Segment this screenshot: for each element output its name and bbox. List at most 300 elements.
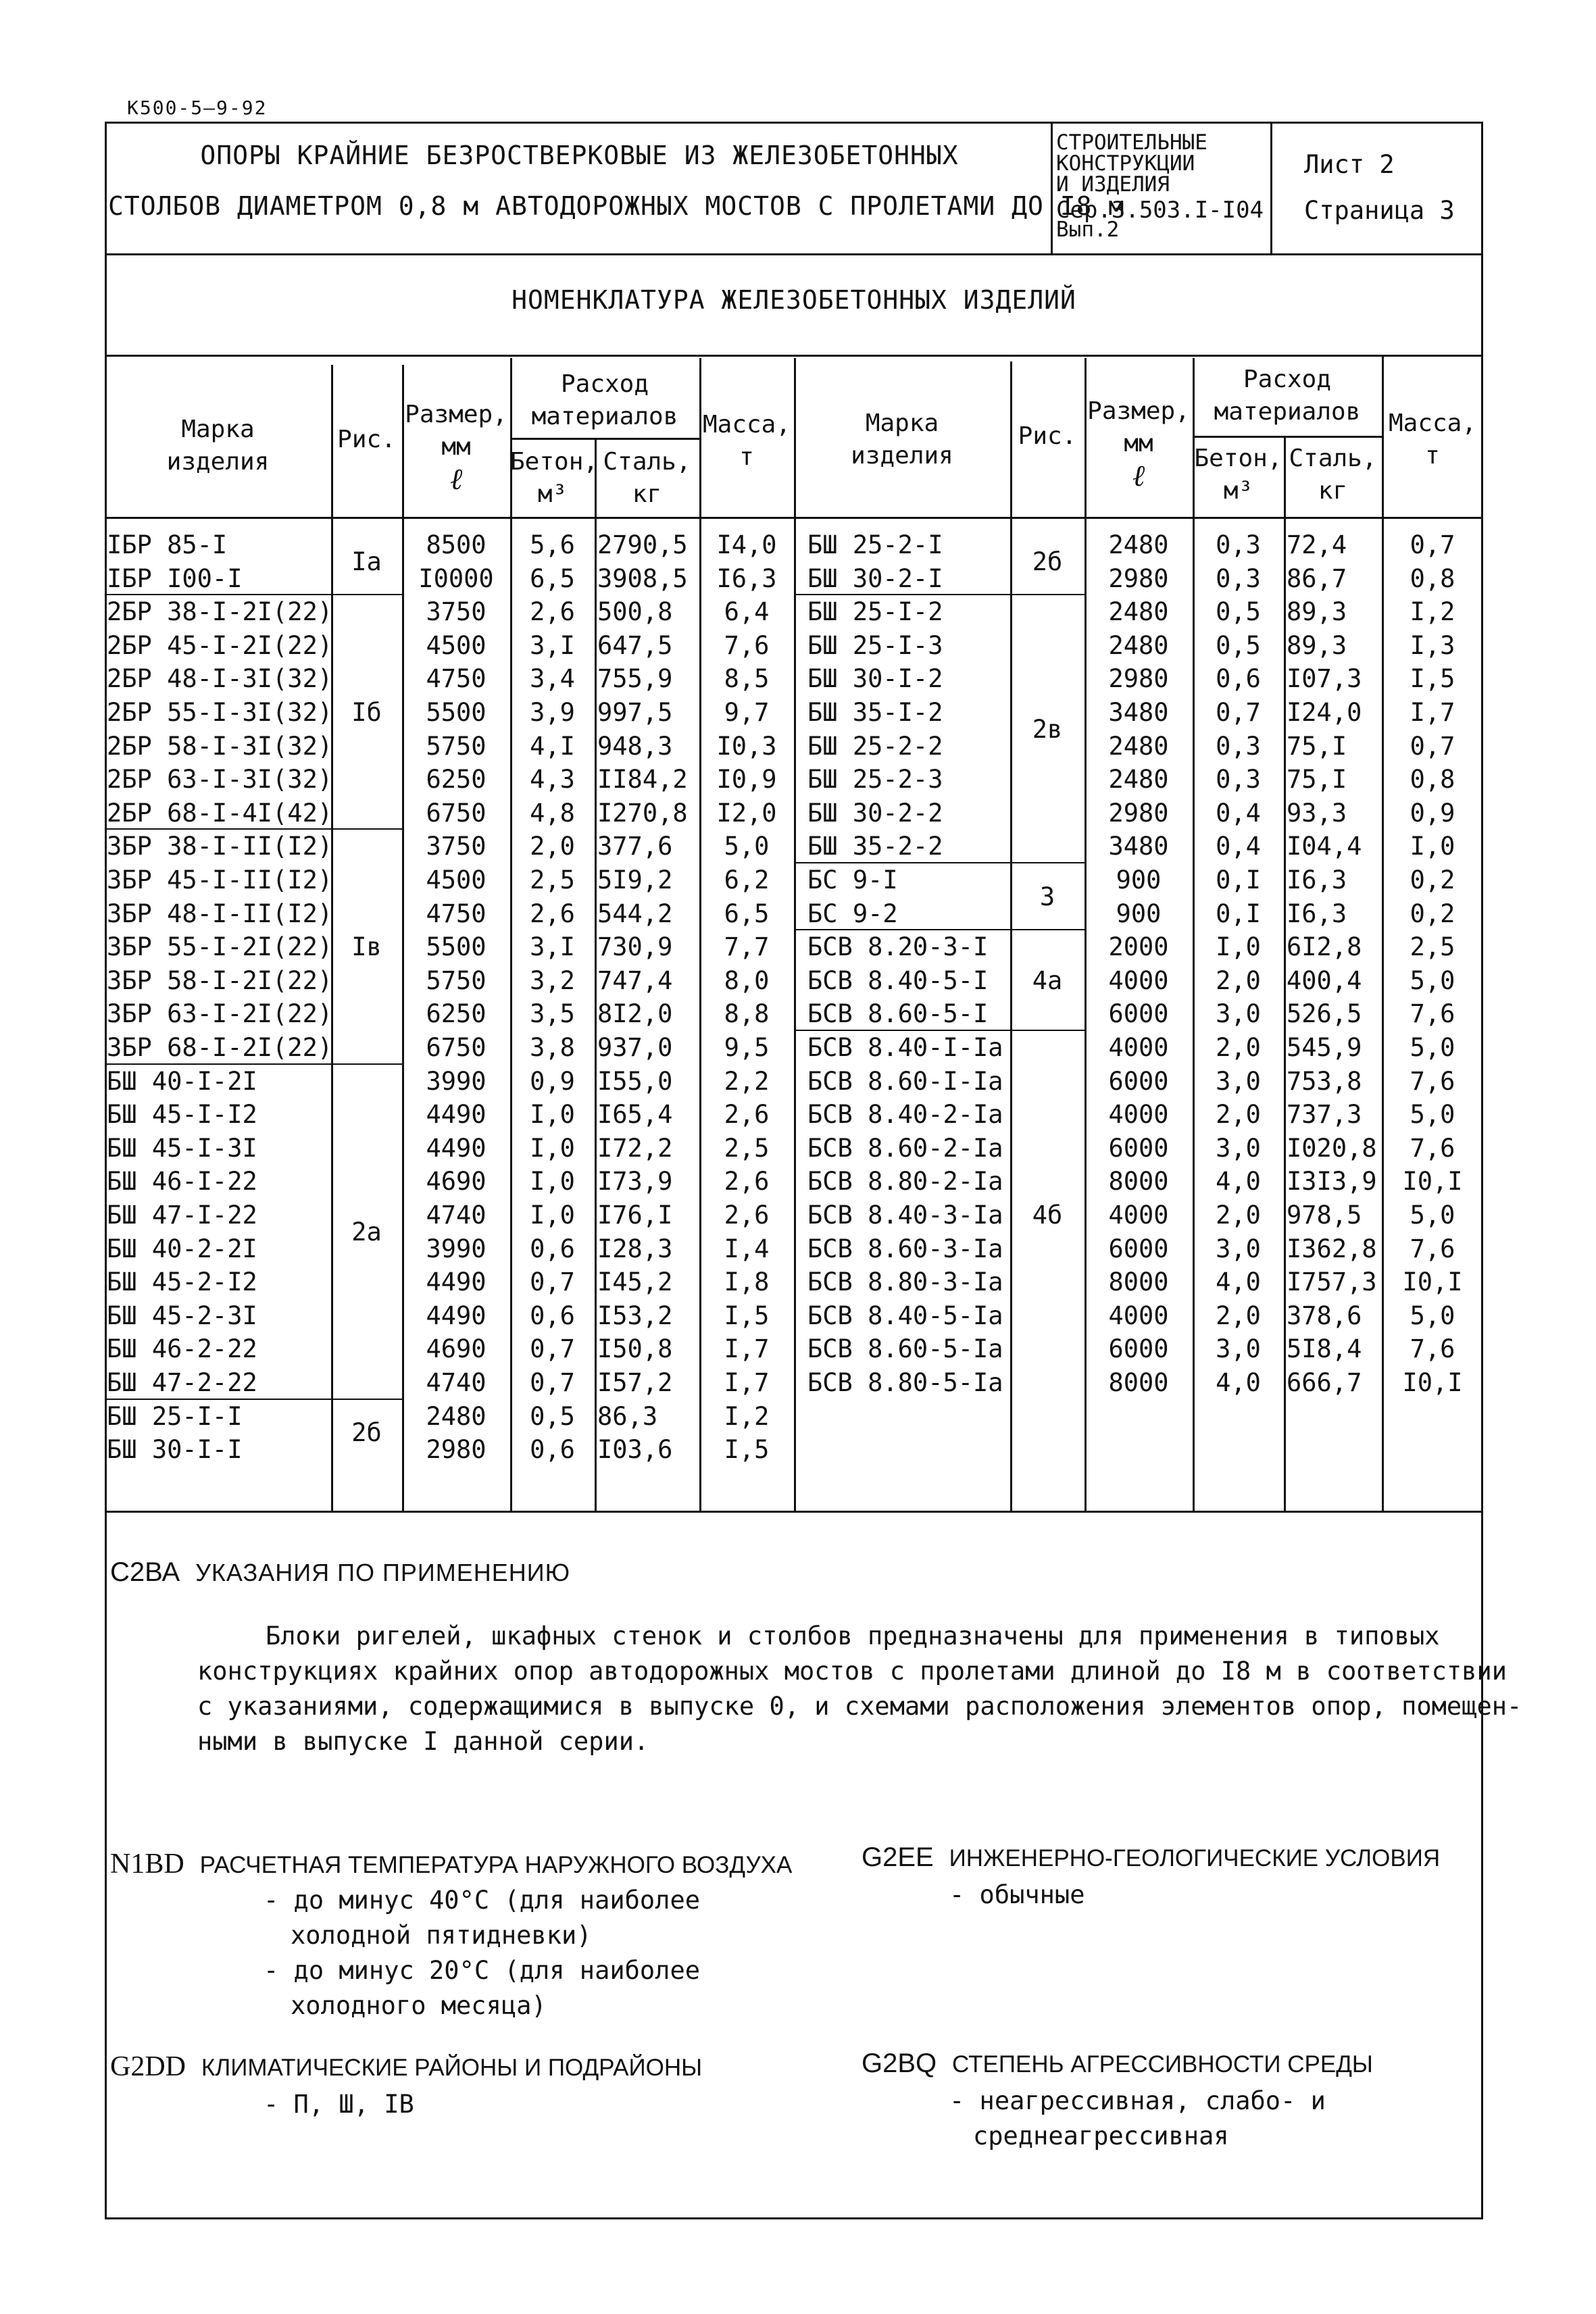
left-concrete-cell: 4,3 xyxy=(530,765,575,795)
left-mass-cell: 8,0 xyxy=(724,965,770,995)
left-mass-cell: 9,7 xyxy=(724,698,770,727)
left-steel-cell: I55,0 xyxy=(597,1066,673,1096)
right-steel-cell: 6I2,8 xyxy=(1287,932,1362,962)
right-size-cell: 4000 xyxy=(1108,1033,1169,1062)
col-concrete-l1: Бетон, xyxy=(510,448,599,476)
left-size-cell: 4690 xyxy=(426,1167,487,1197)
left-steel-cell: 747,4 xyxy=(597,965,673,995)
col-mass-header xyxy=(699,409,794,474)
left-steel-cell: 948,3 xyxy=(597,731,673,761)
left-concrete-cell: 3,I xyxy=(530,630,575,660)
right-size-cell: 8000 xyxy=(1108,1368,1169,1397)
right-concrete-cell: 0,3 xyxy=(1216,765,1261,795)
right-concrete-cell: 4,0 xyxy=(1216,1267,1261,1297)
right-concrete-cell: 3,0 xyxy=(1216,1334,1261,1364)
right-consumption-rule xyxy=(1193,436,1382,438)
right-steel-cell: 378,6 xyxy=(1287,1301,1362,1330)
right-concrete-cell: 2,0 xyxy=(1216,1301,1261,1330)
left-mass-cell: I4,0 xyxy=(716,530,777,559)
left-steel-cell: I270,8 xyxy=(597,798,688,828)
right-size-cell: 6000 xyxy=(1108,1133,1169,1163)
usage-title: УКАЗАНИЯ ПО ПРИМЕНЕНИЮ xyxy=(195,1559,571,1586)
right-concrete-cell: 2,0 xyxy=(1216,1201,1261,1230)
left-size-cell: 6750 xyxy=(426,1033,487,1062)
header-title-line2: СТОЛБОВ ДИАМЕТРОМ 0,8 м АВТОДОРОЖНЫХ МОСТОВ С ПРОЛЕТАМИ ДО I8 м xyxy=(108,191,1125,221)
right-steel-cell: 93,3 xyxy=(1287,798,1347,828)
temperature-line1: - до минус 40°С (для наиболее xyxy=(264,1886,701,1915)
right-steel-cell: 978,5 xyxy=(1287,1201,1362,1230)
right-steel-cell: 5I8,4 xyxy=(1287,1334,1362,1364)
left-size-cell: 3990 xyxy=(426,1066,487,1096)
right-mass-cell: 0,7 xyxy=(1410,530,1455,559)
left-steel-cell: 755,9 xyxy=(597,664,673,694)
usage-line4: ными в выпуске I данной серии. xyxy=(197,1727,649,1756)
temperature-title: РАСЧЕТНАЯ ТЕМПЕРАТУРА НАРУЖНОГО ВОЗДУХА xyxy=(199,1852,793,1878)
right-mass-cell: 7,6 xyxy=(1410,1133,1455,1163)
left-size-cell: 5750 xyxy=(426,965,487,995)
right-mark-cell: БСВ 8.60-5-I xyxy=(807,999,989,1029)
left-size-cell: 4490 xyxy=(426,1133,487,1163)
table-bottom-rule xyxy=(105,1511,1483,1513)
left-mark-cell: 3БР 55-I-2I(22) xyxy=(107,932,333,962)
left-concrete-cell: 3,9 xyxy=(530,698,575,727)
col-mark-l1: Марка xyxy=(865,409,939,437)
left-concrete-cell: 3,I xyxy=(530,932,575,962)
right-mark-cell: БСВ 8.80-5-Iа xyxy=(807,1368,1003,1397)
right-steel-cell: 86,7 xyxy=(1287,563,1347,593)
right-concrete-cell: 0,4 xyxy=(1216,798,1261,828)
col-mark-l2: изделия xyxy=(851,442,953,470)
left-size-cell: 4690 xyxy=(426,1334,487,1364)
right-concrete-cell: 0,4 xyxy=(1216,832,1261,861)
right-steel-cell: 75,I xyxy=(1287,765,1347,795)
right-mass-cell: I,2 xyxy=(1410,597,1455,627)
right-mass-cell: 5,0 xyxy=(1410,1033,1455,1062)
left-steel-cell: I53,2 xyxy=(597,1301,673,1330)
left-concrete-cell: 2,5 xyxy=(530,865,575,895)
right-size-cell: 900 xyxy=(1116,865,1162,895)
left-steel-cell: 997,5 xyxy=(597,698,673,727)
col-size-l2: мм xyxy=(441,433,471,461)
header-title-line1: ОПОРЫ КРАЙНИЕ БЕЗРОСТВЕРКОВЫЕ ИЗ ЖЕЛЕЗОБЕТОННЫХ xyxy=(200,141,959,170)
right-mark-cell: БШ 25-I-2 xyxy=(807,597,943,627)
right-fig-cell: 4б xyxy=(1032,1201,1063,1230)
right-concrete-cell: 3,0 xyxy=(1216,1066,1261,1096)
left-steel-cell: 86,3 xyxy=(597,1401,658,1431)
left-size-cell: 5750 xyxy=(426,731,487,761)
right-size-cell: 2480 xyxy=(1108,530,1169,559)
right-mark-cell: БШ 30-2-I xyxy=(807,563,943,593)
right-mark-cell: БСВ 8.40-2-Iа xyxy=(807,1100,1003,1130)
aggression-code: G2BQ xyxy=(862,2048,937,2078)
right-group-separator xyxy=(794,594,1084,595)
left-mark-cell: БШ 30-I-I xyxy=(107,1435,243,1465)
left-mass-cell: 6,5 xyxy=(724,899,770,928)
left-concrete-cell: 0,9 xyxy=(530,1066,575,1096)
left-size-cell: 3990 xyxy=(426,1234,487,1263)
left-size-cell: 5500 xyxy=(426,932,487,962)
left-mass-cell: 7,6 xyxy=(724,630,770,660)
right-mark-cell: БСВ 8.60-2-Iа xyxy=(807,1133,1003,1163)
right-size-cell: 2480 xyxy=(1108,765,1169,795)
left-concrete-cell: 6,5 xyxy=(530,563,575,593)
left-mark-cell: БШ 47-I-22 xyxy=(107,1201,257,1230)
col-consumption-l1: Расход xyxy=(560,370,649,398)
header-bottom-rule xyxy=(105,253,1483,255)
right-steel-cell: 753,8 xyxy=(1287,1066,1362,1096)
right-concrete-cell: 0,3 xyxy=(1216,731,1261,761)
geology-title: ИНЖЕНЕРНО-ГЕОЛОГИЧЕСКИЕ УСЛОВИЯ xyxy=(949,1845,1441,1871)
right-mass-cell: 0,2 xyxy=(1410,865,1455,895)
col-consumption-l2: материалов xyxy=(531,403,678,430)
col-fig-header: Рис. xyxy=(337,426,396,453)
left-size-cell: 4490 xyxy=(426,1100,487,1130)
right-concrete-cell: 4,0 xyxy=(1216,1167,1261,1197)
geology-line1: - обычные xyxy=(949,1880,1085,1909)
left-size-cell: I0000 xyxy=(418,563,494,593)
left-mark-cell: 3БР 58-I-2I(22) xyxy=(107,965,333,995)
right-concrete-cell: 2,0 xyxy=(1216,1100,1261,1130)
right-concrete-cell: 0,5 xyxy=(1216,597,1261,627)
left-mass-cell: I,5 xyxy=(724,1301,770,1330)
col-consumption-l2: материалов xyxy=(1214,398,1361,426)
right-size-cell: 6000 xyxy=(1108,1334,1169,1364)
left-size-cell: 6750 xyxy=(426,798,487,828)
col-concrete-l2: м³ xyxy=(1223,477,1253,505)
right-concrete-cell: 0,I xyxy=(1216,865,1261,895)
climate-heading xyxy=(110,2051,702,2083)
right-mark-cell: БС 9-I xyxy=(807,865,898,895)
right-mass-cell: 0,8 xyxy=(1410,765,1455,795)
right-mass-cell: 2,5 xyxy=(1410,932,1455,962)
right-steel-cell: 72,4 xyxy=(1287,530,1347,559)
left-concrete-cell: 2,0 xyxy=(530,832,575,861)
right-steel-cell: 666,7 xyxy=(1287,1368,1362,1397)
right-steel-cell: I6,3 xyxy=(1287,899,1347,928)
col-size-l1: Размер, xyxy=(1087,397,1190,425)
left-mark-cell: БШ 45-2-3I xyxy=(107,1301,257,1330)
right-mark-cell: БШ 25-2-I xyxy=(807,530,943,559)
right-mass-cell: 5,0 xyxy=(1410,1201,1455,1230)
left-mark-cell: 2БР 48-I-3I(32) xyxy=(107,664,333,694)
left-concrete-cell: I,0 xyxy=(530,1133,575,1163)
col-size-header-right xyxy=(1084,395,1193,493)
left-mark-cell: 2БР 45-I-2I(22) xyxy=(107,630,333,660)
aggression-line2: среднеагрессивная xyxy=(973,2121,1229,2150)
col-steel-header-right xyxy=(1284,443,1382,507)
left-mass-cell: 2,6 xyxy=(724,1201,770,1230)
left-fig-cell: Iб xyxy=(351,698,382,727)
col-steel-l1: Сталь, xyxy=(1289,445,1377,472)
col-mark-l1: Марка xyxy=(181,416,255,443)
right-mass-cell: 0,8 xyxy=(1410,563,1455,593)
left-size-cell: 3750 xyxy=(426,832,487,861)
right-mass-cell: I,0 xyxy=(1410,832,1455,861)
left-concrete-cell: 4,I xyxy=(530,731,575,761)
right-concrete-cell: 3,0 xyxy=(1216,999,1261,1029)
left-size-cell: 4740 xyxy=(426,1368,487,1397)
right-steel-cell: I07,3 xyxy=(1287,664,1362,694)
geology-code: G2EE xyxy=(862,1842,934,1872)
right-steel-cell: I362,8 xyxy=(1287,1234,1377,1263)
right-steel-cell: I3I3,9 xyxy=(1287,1167,1377,1197)
right-mark-cell: БСВ 8.60-5-Iа xyxy=(807,1334,1003,1364)
col-mass-l2: т xyxy=(739,443,754,471)
right-mark-cell: БШ 35-I-2 xyxy=(807,698,943,727)
right-mark-cell: БСВ 8.80-2-Iа xyxy=(807,1167,1003,1197)
left-fig-cell: 2а xyxy=(351,1217,382,1247)
left-concrete-cell: 0,6 xyxy=(530,1301,575,1330)
col-line xyxy=(1010,361,1012,1512)
col-size-l3: ℓ xyxy=(1132,459,1145,493)
left-steel-cell: 5I9,2 xyxy=(597,865,673,895)
right-concrete-cell: I,0 xyxy=(1216,932,1261,962)
right-group-separator xyxy=(794,929,1084,930)
usage-line1: Блоки ригелей, шкафных стенок и столбов предназначены для применения в типовых xyxy=(266,1621,1440,1651)
col-mass-l1: Масса, xyxy=(1388,409,1477,437)
right-mark-cell: БСВ 8.40-3-Iа xyxy=(807,1201,1003,1230)
col-concrete-l2: м³ xyxy=(537,480,568,508)
table-top-rule xyxy=(105,355,1483,357)
col-steel-l2: кг xyxy=(632,480,662,508)
right-concrete-cell: 3,0 xyxy=(1216,1133,1261,1163)
right-fig-cell: 3 xyxy=(1039,882,1055,911)
col-mass-l1: Масса, xyxy=(702,411,791,438)
right-mass-cell: I0,I xyxy=(1402,1368,1463,1397)
right-group-separator xyxy=(794,862,1084,863)
left-steel-cell: I50,8 xyxy=(597,1334,673,1364)
climate-code: G2DD xyxy=(110,2051,186,2082)
temperature-line3: - до минус 20°С (для наиболее xyxy=(264,1956,701,1985)
left-concrete-cell: 0,7 xyxy=(530,1267,575,1297)
right-size-cell: 2480 xyxy=(1108,731,1169,761)
left-concrete-cell: I,0 xyxy=(530,1100,575,1130)
right-mark-cell: БСВ 8.60-3-Iа xyxy=(807,1234,1003,1263)
left-size-cell: 3750 xyxy=(426,597,487,627)
right-concrete-cell: 0,3 xyxy=(1216,530,1261,559)
left-group-separator xyxy=(105,1399,402,1400)
aggression-title: СТЕПЕНЬ АГРЕССИВНОСТИ СРЕДЫ xyxy=(952,2051,1373,2078)
left-mass-cell: I,2 xyxy=(724,1401,770,1431)
right-mass-cell: I,7 xyxy=(1410,698,1455,727)
left-concrete-cell: 0,7 xyxy=(530,1368,575,1397)
right-size-cell: 8000 xyxy=(1108,1167,1169,1197)
col-size-l2: мм xyxy=(1124,430,1153,457)
right-mark-cell: БСВ 8.80-3-Iа xyxy=(807,1267,1003,1297)
left-concrete-cell: I,0 xyxy=(530,1167,575,1197)
left-size-cell: 4490 xyxy=(426,1267,487,1297)
right-mark-cell: БШ 30-I-2 xyxy=(807,664,943,694)
right-size-cell: 2480 xyxy=(1108,597,1169,627)
left-size-cell: 4500 xyxy=(426,630,487,660)
right-size-cell: 4000 xyxy=(1108,1301,1169,1330)
col-concrete-header-right xyxy=(1193,443,1284,507)
left-mark-cell: 2БР 55-I-3I(32) xyxy=(107,698,333,727)
left-mark-cell: 2БР 63-I-3I(32) xyxy=(107,765,333,795)
left-mass-cell: I6,3 xyxy=(716,563,777,593)
left-mass-cell: I,8 xyxy=(724,1267,770,1297)
left-steel-cell: I28,3 xyxy=(597,1234,673,1263)
left-concrete-cell: 0,6 xyxy=(530,1435,575,1465)
left-fig-cell: Iв xyxy=(351,932,382,962)
right-steel-cell: 89,3 xyxy=(1287,630,1347,660)
right-size-cell: 900 xyxy=(1116,899,1162,928)
left-steel-cell: I03,6 xyxy=(597,1435,673,1465)
right-mark-cell: БСВ 8.20-3-I xyxy=(807,932,989,962)
left-mass-cell: I,5 xyxy=(724,1435,770,1465)
col-consumption-l1: Расход xyxy=(1243,366,1332,393)
col-mark-l2: изделия xyxy=(166,448,270,476)
right-concrete-cell: 2,0 xyxy=(1216,965,1261,995)
left-steel-cell: 3908,5 xyxy=(597,563,688,593)
right-mass-cell: 7,6 xyxy=(1410,1334,1455,1364)
left-steel-cell: I45,2 xyxy=(597,1267,673,1297)
temperature-line4: холодного месяца) xyxy=(291,1991,547,2020)
left-mass-cell: I0,9 xyxy=(716,765,777,795)
left-mark-cell: IБР 85-I xyxy=(107,530,228,559)
right-fig-cell: 2в xyxy=(1032,714,1063,744)
left-mass-cell: 8,8 xyxy=(724,999,770,1029)
right-mass-cell: 5,0 xyxy=(1410,1301,1455,1330)
left-mass-cell: 2,2 xyxy=(724,1066,770,1096)
left-mass-cell: 2,6 xyxy=(724,1100,770,1130)
left-mass-cell: 6,2 xyxy=(724,865,770,895)
left-steel-cell: 647,5 xyxy=(597,630,673,660)
right-mass-cell: 0,7 xyxy=(1410,731,1455,761)
left-mass-cell: I0,3 xyxy=(716,731,777,761)
table-title: НОМЕНКЛАТУРА ЖЕЛЕЗОБЕТОННЫХ ИЗДЕЛИЙ xyxy=(512,285,1076,315)
left-group-separator xyxy=(105,828,402,830)
right-size-cell: 2980 xyxy=(1108,563,1169,593)
right-mark-cell: БСВ 8.40-5-I xyxy=(807,965,989,995)
left-concrete-cell: 2,6 xyxy=(530,597,575,627)
left-steel-cell: 8I2,0 xyxy=(597,999,673,1029)
right-concrete-cell: 2,0 xyxy=(1216,1033,1261,1062)
left-steel-cell: I57,2 xyxy=(597,1368,673,1397)
left-mark-cell: 2БР 38-I-2I(22) xyxy=(107,597,333,627)
left-size-cell: 5500 xyxy=(426,698,487,727)
left-consumption-rule xyxy=(510,438,699,440)
right-fig-cell: 4а xyxy=(1032,965,1063,995)
temperature-line2: холодной пятидневки) xyxy=(291,1921,592,1950)
left-size-cell: 6250 xyxy=(426,765,487,795)
right-group-separator xyxy=(794,1030,1084,1031)
series-issue: Вып.2 xyxy=(1056,218,1120,242)
right-size-cell: 4000 xyxy=(1108,965,1169,995)
right-size-cell: 6000 xyxy=(1108,1234,1169,1263)
right-mark-cell: БШ 25-2-3 xyxy=(807,765,943,795)
left-concrete-cell: 3,2 xyxy=(530,965,575,995)
right-concrete-cell: 3,0 xyxy=(1216,1234,1261,1263)
left-mark-cell: БШ 40-I-2I xyxy=(107,1066,257,1096)
left-mark-cell: IБР I00-I xyxy=(107,563,243,593)
left-steel-cell: I76,I xyxy=(597,1201,673,1230)
left-steel-cell: 544,2 xyxy=(597,899,673,928)
right-mass-cell: I0,I xyxy=(1402,1167,1463,1197)
right-steel-cell: 545,9 xyxy=(1287,1033,1362,1062)
aggression-heading xyxy=(862,2048,1373,2079)
right-concrete-cell: 0,3 xyxy=(1216,563,1261,593)
right-concrete-cell: 0,5 xyxy=(1216,630,1261,660)
right-steel-cell: 737,3 xyxy=(1287,1100,1362,1130)
right-size-cell: 2000 xyxy=(1108,932,1169,962)
right-mass-cell: I,5 xyxy=(1410,664,1455,694)
left-mark-cell: 3БР 63-I-2I(22) xyxy=(107,999,333,1029)
right-mass-cell: I0,I xyxy=(1402,1267,1463,1297)
left-size-cell: 8500 xyxy=(426,530,487,559)
left-size-cell: 4500 xyxy=(426,865,487,895)
series-line1: СТРОИТЕЛЬНЫЕ xyxy=(1056,130,1207,155)
right-steel-cell: I04,4 xyxy=(1287,832,1362,861)
right-steel-cell: 526,5 xyxy=(1287,999,1362,1029)
right-mass-cell: 0,2 xyxy=(1410,899,1455,928)
left-steel-cell: I72,2 xyxy=(597,1133,673,1163)
left-mark-cell: 3БР 48-I-II(I2) xyxy=(107,899,333,928)
left-concrete-cell: 0,5 xyxy=(530,1401,575,1431)
left-size-cell: 4750 xyxy=(426,664,487,694)
right-mark-cell: БШ 30-2-2 xyxy=(807,798,943,828)
page-label: Страница 3 xyxy=(1304,196,1455,225)
right-size-cell: 2980 xyxy=(1108,798,1169,828)
col-consumption-header-right xyxy=(1193,363,1382,428)
right-size-cell: 8000 xyxy=(1108,1267,1169,1297)
col-steel-header xyxy=(595,446,699,511)
left-steel-cell: II84,2 xyxy=(597,765,688,795)
left-mark-cell: БШ 45-I-3I xyxy=(107,1133,257,1163)
left-mark-cell: 3БР 45-I-II(I2) xyxy=(107,865,333,895)
left-size-cell: 2980 xyxy=(426,1435,487,1465)
left-steel-cell: 2790,5 xyxy=(597,530,688,559)
left-mark-cell: 2БР 68-I-4I(42) xyxy=(107,798,333,828)
col-mass-l2: т xyxy=(1425,442,1440,470)
usage-line2: конструкциях крайних опор автодорожных мостов с пролетами длиной до I8 м в соответствии xyxy=(197,1657,1507,1686)
left-mass-cell: 6,4 xyxy=(724,597,770,627)
right-mark-cell: БС 9-2 xyxy=(807,899,898,928)
right-steel-cell: 75,I xyxy=(1287,731,1347,761)
series-number: Сер.3.503.I-I04 xyxy=(1056,197,1264,224)
col-size-l1: Размер, xyxy=(405,401,507,428)
left-steel-cell: I65,4 xyxy=(597,1100,673,1130)
right-size-cell: 3480 xyxy=(1108,832,1169,861)
col-line xyxy=(794,358,796,1512)
left-mark-cell: БШ 25-I-I xyxy=(107,1401,243,1431)
col-mark-header xyxy=(105,413,331,478)
left-mass-cell: I2,0 xyxy=(716,798,777,828)
right-size-cell: 4000 xyxy=(1108,1201,1169,1230)
series-line3: И ИЗДЕЛИЯ xyxy=(1056,172,1170,197)
left-group-separator xyxy=(105,1063,402,1065)
temperature-code: N1BD xyxy=(110,1848,184,1880)
right-concrete-cell: 4,0 xyxy=(1216,1368,1261,1397)
geology-heading xyxy=(862,1842,1440,1873)
left-size-cell: 4490 xyxy=(426,1301,487,1330)
right-mass-cell: I,3 xyxy=(1410,630,1455,660)
left-size-cell: 4750 xyxy=(426,899,487,928)
left-concrete-cell: 3,4 xyxy=(530,664,575,694)
col-size-header xyxy=(402,399,510,496)
col-mark-header-right xyxy=(794,407,1010,472)
left-mark-cell: БШ 47-2-22 xyxy=(107,1368,257,1397)
left-concrete-cell: 0,7 xyxy=(530,1334,575,1364)
climate-line1: - П, Ш, IВ xyxy=(264,2090,414,2119)
left-concrete-cell: 5,6 xyxy=(530,530,575,559)
usage-line3: с указаниями, содержащимися в выпуске 0, и схемами расположения элементов опор, помещен- xyxy=(197,1692,1522,1721)
left-mark-cell: БШ 40-2-2I xyxy=(107,1234,257,1263)
right-mass-cell: 0,9 xyxy=(1410,798,1455,828)
left-fig-cell: 2б xyxy=(351,1418,382,1448)
right-steel-cell: 400,4 xyxy=(1287,965,1362,995)
left-mark-cell: 3БР 38-I-II(I2) xyxy=(107,832,333,861)
